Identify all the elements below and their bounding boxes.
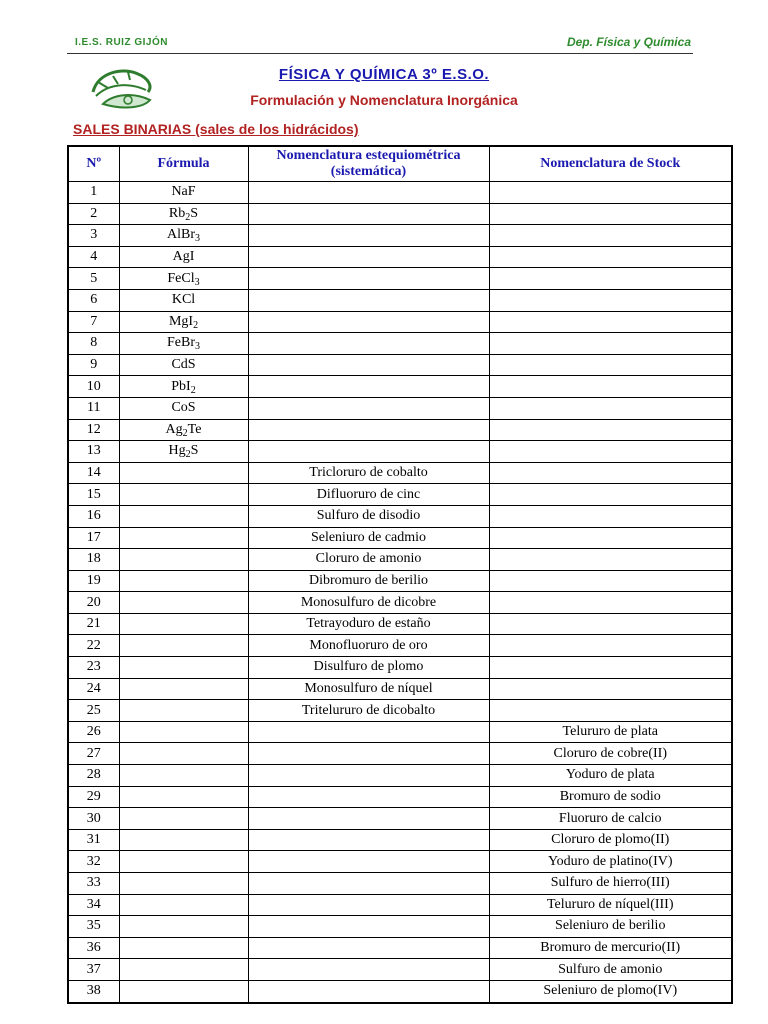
stock-name-cell[interactable] [489, 397, 732, 419]
formula-element: S [190, 205, 199, 221]
stock-name-cell[interactable] [489, 354, 732, 376]
stock-name-cell[interactable] [489, 333, 732, 355]
systematic-name-cell[interactable] [248, 721, 489, 743]
formula-cell[interactable] [119, 419, 248, 441]
table-row [68, 354, 732, 376]
systematic-name-cell[interactable] [248, 441, 489, 463]
formula-cell[interactable] [119, 333, 248, 355]
row-number: 22 [68, 635, 119, 657]
systematic-name-cell[interactable] [248, 182, 489, 204]
table-row [68, 959, 732, 981]
stock-name-cell[interactable] [489, 657, 732, 679]
stock-name-cell[interactable]: Cloruro de cobre(II) [489, 743, 732, 765]
formula-subscript: 2 [185, 211, 191, 223]
header-systematic: Nomenclatura estequiométrica (sistemática) [248, 146, 489, 182]
stock-name-cell[interactable] [489, 484, 732, 506]
stock-name-cell[interactable] [489, 289, 732, 311]
table-row [68, 743, 732, 765]
formula-element: Te [187, 421, 202, 437]
formula-cell[interactable] [119, 894, 248, 916]
stock-name-cell[interactable] [489, 311, 732, 333]
section-heading: SALES BINARIAS (sales de los hidrácidos) [73, 121, 359, 137]
systematic-name-cell[interactable] [248, 765, 489, 787]
systematic-name-cell[interactable] [248, 851, 489, 873]
row-number: 16 [68, 505, 119, 527]
stock-name-cell[interactable]: Cloruro de plomo(II) [489, 829, 732, 851]
formula-cell[interactable] [119, 678, 248, 700]
formula-cell[interactable] [119, 505, 248, 527]
row-number: 28 [68, 765, 119, 787]
row-number: 2 [68, 203, 119, 225]
stock-name-cell[interactable] [489, 613, 732, 635]
formula-cell[interactable] [119, 851, 248, 873]
row-number: 6 [68, 289, 119, 311]
exercise-table [67, 145, 733, 1004]
formula-element: NaF [171, 184, 196, 200]
formula-subscript: 2 [185, 449, 191, 461]
systematic-name-cell[interactable] [248, 203, 489, 225]
table-row [68, 225, 732, 247]
table-header-row [68, 146, 732, 182]
formula-cell[interactable] [119, 376, 248, 398]
systematic-name-cell[interactable] [248, 808, 489, 830]
table-row [68, 419, 732, 441]
table-row [68, 678, 732, 700]
formula-element: Hg [168, 443, 186, 459]
formula-subscript: 2 [190, 384, 196, 396]
table-row [68, 246, 732, 268]
formula-cell[interactable] [119, 786, 248, 808]
systematic-name-cell[interactable] [248, 786, 489, 808]
systematic-name-cell[interactable] [248, 376, 489, 398]
systematic-name-cell[interactable] [248, 246, 489, 268]
table-row [68, 808, 732, 830]
stock-name-cell[interactable]: Seleniuro de berilio [489, 916, 732, 938]
formula-cell[interactable] [119, 829, 248, 851]
stock-name-cell[interactable] [489, 592, 732, 614]
systematic-name-cell[interactable]: Monofluoruro de oro [248, 635, 489, 657]
systematic-name-cell[interactable] [248, 289, 489, 311]
stock-name-cell[interactable]: Yoduro de plata [489, 765, 732, 787]
formula-cell[interactable] [119, 743, 248, 765]
stock-name-cell[interactable] [489, 225, 732, 247]
table-row [68, 765, 732, 787]
header-formula: Fórmula [119, 146, 248, 182]
table-row [68, 786, 732, 808]
row-number: 38 [68, 980, 119, 1002]
row-number: 19 [68, 570, 119, 592]
formula-subscript: 3 [194, 276, 200, 288]
row-number: 10 [68, 376, 119, 398]
formula-cell[interactable] [119, 592, 248, 614]
systematic-name-cell[interactable] [248, 268, 489, 290]
formula-cell[interactable] [119, 570, 248, 592]
systematic-name-cell[interactable] [248, 829, 489, 851]
systematic-name-cell[interactable]: Tritelururo de dicobalto [248, 700, 489, 722]
table-row [68, 527, 732, 549]
formula-cell[interactable] [119, 311, 248, 333]
systematic-name-cell[interactable] [248, 916, 489, 938]
table-row [68, 937, 732, 959]
table-row [68, 916, 732, 938]
stock-name-cell[interactable] [489, 441, 732, 463]
row-number: 36 [68, 937, 119, 959]
stock-name-cell[interactable] [489, 549, 732, 571]
stock-name-cell[interactable] [489, 182, 732, 204]
header-stock: Nomenclatura de Stock [489, 146, 732, 182]
formula-subscript: 3 [195, 341, 200, 353]
table-row [68, 182, 732, 204]
formula-cell[interactable] [119, 354, 248, 376]
row-number: 13 [68, 441, 119, 463]
systematic-name-cell[interactable] [248, 894, 489, 916]
systematic-name-cell[interactable]: Difluoruro de cinc [248, 484, 489, 506]
row-number: 9 [68, 354, 119, 376]
table-row [68, 829, 732, 851]
formula-element: AgI [172, 249, 195, 265]
systematic-name-cell[interactable]: Sulfuro de disodio [248, 505, 489, 527]
stock-name-cell[interactable] [489, 419, 732, 441]
formula-element: AlBr [167, 227, 195, 243]
stock-name-cell[interactable] [489, 376, 732, 398]
formula-element: Rb [168, 205, 186, 221]
row-number: 26 [68, 721, 119, 743]
page-title: FÍSICA Y QUÍMICA 3º E.S.O. [278, 66, 490, 83]
stock-name-cell[interactable]: Telururo de níquel(III) [489, 894, 732, 916]
formula-cell[interactable] [119, 765, 248, 787]
table-row [68, 484, 732, 506]
systematic-name-cell[interactable]: Monosulfuro de níquel [248, 678, 489, 700]
stock-name-cell[interactable]: Fluoruro de calcio [489, 808, 732, 830]
formula-element: PbI [171, 378, 191, 394]
table-row [68, 333, 732, 355]
stock-name-cell[interactable] [489, 527, 732, 549]
formula-cell[interactable] [119, 225, 248, 247]
formula-cell[interactable] [119, 937, 248, 959]
stock-name-cell[interactable] [489, 246, 732, 268]
formula-cell[interactable] [119, 397, 248, 419]
formula-element: S [190, 443, 199, 459]
stock-name-cell[interactable] [489, 700, 732, 722]
stock-name-cell[interactable] [489, 505, 732, 527]
formula-cell[interactable] [119, 203, 248, 225]
table-row [68, 980, 732, 1002]
table-row [68, 311, 732, 333]
school-name: I.E.S. RUIZ GIJÓN [75, 37, 168, 48]
stock-name-cell[interactable]: Telururo de plata [489, 721, 732, 743]
row-number: 4 [68, 246, 119, 268]
table-row [68, 721, 732, 743]
stock-name-cell[interactable]: Bromuro de sodio [489, 786, 732, 808]
formula-element: FeCl [167, 270, 195, 286]
table-row [68, 613, 732, 635]
row-number: 29 [68, 786, 119, 808]
row-number: 8 [68, 333, 119, 355]
stock-name-cell[interactable]: Sulfuro de amonio [489, 959, 732, 981]
row-number: 1 [68, 182, 119, 204]
systematic-name-cell[interactable]: Monosulfuro de dicobre [248, 592, 489, 614]
formula-subscript: 3 [195, 233, 200, 245]
systematic-name-cell[interactable]: Seleniuro de cadmio [248, 527, 489, 549]
systematic-name-cell[interactable] [248, 743, 489, 765]
systematic-name-cell[interactable] [248, 419, 489, 441]
formula-cell[interactable] [119, 700, 248, 722]
formula-element: MgI [168, 313, 194, 329]
systematic-name-cell[interactable]: Cloruro de amonio [248, 549, 489, 571]
systematic-name-cell[interactable]: Tricloruro de cobalto [248, 462, 489, 484]
formula-cell[interactable] [119, 268, 248, 290]
row-number: 24 [68, 678, 119, 700]
stock-name-cell[interactable] [489, 203, 732, 225]
table-row [68, 851, 732, 873]
row-number: 35 [68, 916, 119, 938]
formula-cell[interactable] [119, 462, 248, 484]
row-number: 5 [68, 268, 119, 290]
table-row [68, 549, 732, 571]
formula-element: Ag [165, 421, 183, 437]
systematic-name-cell[interactable] [248, 959, 489, 981]
stock-name-cell[interactable]: Seleniuro de plomo(IV) [489, 980, 732, 1002]
table-row [68, 570, 732, 592]
formula-cell[interactable] [119, 808, 248, 830]
stock-name-cell[interactable]: Bromuro de mercurio(II) [489, 937, 732, 959]
row-number: 37 [68, 959, 119, 981]
row-number: 14 [68, 462, 119, 484]
formula-cell[interactable] [119, 289, 248, 311]
systematic-name-cell[interactable] [248, 873, 489, 895]
formula-cell[interactable] [119, 635, 248, 657]
formula-element: KCl [171, 292, 196, 308]
stock-name-cell[interactable]: Yoduro de platino(IV) [489, 851, 732, 873]
formula-cell[interactable] [119, 721, 248, 743]
formula-cell[interactable] [119, 484, 248, 506]
formula-cell[interactable] [119, 441, 248, 463]
stock-name-cell[interactable] [489, 678, 732, 700]
formula-cell[interactable] [119, 182, 248, 204]
row-number: 17 [68, 527, 119, 549]
row-number: 23 [68, 657, 119, 679]
row-number: 11 [68, 397, 119, 419]
formula-element: FeBr [167, 335, 195, 351]
stock-name-cell[interactable] [489, 462, 732, 484]
formula-cell[interactable] [119, 657, 248, 679]
formula-element: CdS [171, 357, 196, 373]
row-number: 25 [68, 700, 119, 722]
systematic-name-cell[interactable] [248, 311, 489, 333]
row-number: 34 [68, 894, 119, 916]
formula-cell[interactable] [119, 527, 248, 549]
systematic-name-cell[interactable]: Disulfuro de plomo [248, 657, 489, 679]
systematic-name-cell[interactable] [248, 225, 489, 247]
table-row [68, 376, 732, 398]
table-row [68, 289, 732, 311]
formula-cell[interactable] [119, 873, 248, 895]
header-number: Nº [68, 146, 119, 182]
row-number: 30 [68, 808, 119, 830]
systematic-name-cell[interactable] [248, 354, 489, 376]
row-number: 21 [68, 613, 119, 635]
table-row [68, 505, 732, 527]
systematic-name-cell[interactable] [248, 333, 489, 355]
stock-name-cell[interactable] [489, 268, 732, 290]
row-number: 27 [68, 743, 119, 765]
row-number: 31 [68, 829, 119, 851]
table-row [68, 657, 732, 679]
row-number: 7 [68, 311, 119, 333]
systematic-name-cell[interactable]: Dibromuro de berilio [248, 570, 489, 592]
department-name: Dep. Física y Química [566, 35, 691, 49]
stock-name-cell[interactable]: Sulfuro de hierro(III) [489, 873, 732, 895]
header-divider [67, 53, 693, 54]
formula-cell[interactable] [119, 549, 248, 571]
table-row [68, 462, 732, 484]
row-number: 33 [68, 873, 119, 895]
table-row [68, 635, 732, 657]
table-row [68, 700, 732, 722]
stock-name-cell[interactable] [489, 635, 732, 657]
formula-subscript: 2 [182, 427, 188, 439]
stock-name-cell[interactable] [489, 570, 732, 592]
table-row [68, 441, 732, 463]
table-row [68, 203, 732, 225]
formula-cell[interactable] [119, 916, 248, 938]
systematic-name-cell[interactable]: Tetrayoduro de estaño [248, 613, 489, 635]
row-number: 18 [68, 549, 119, 571]
table-row [68, 268, 732, 290]
formula-cell[interactable] [119, 980, 248, 1002]
formula-cell[interactable] [119, 613, 248, 635]
row-number: 3 [68, 225, 119, 247]
systematic-name-cell[interactable] [248, 937, 489, 959]
row-number: 32 [68, 851, 119, 873]
formula-cell[interactable] [119, 959, 248, 981]
row-number: 15 [68, 484, 119, 506]
table-row [68, 397, 732, 419]
table-row [68, 873, 732, 895]
formula-subscript: 2 [193, 319, 199, 331]
systematic-name-cell[interactable] [248, 980, 489, 1002]
table-row [68, 592, 732, 614]
formula-cell[interactable] [119, 246, 248, 268]
row-number: 12 [68, 419, 119, 441]
page-subtitle: Formulación y Nomenclatura Inorgánica [250, 92, 518, 108]
formula-element: CoS [171, 400, 196, 416]
row-number: 20 [68, 592, 119, 614]
table-row [68, 894, 732, 916]
systematic-name-cell[interactable] [248, 397, 489, 419]
